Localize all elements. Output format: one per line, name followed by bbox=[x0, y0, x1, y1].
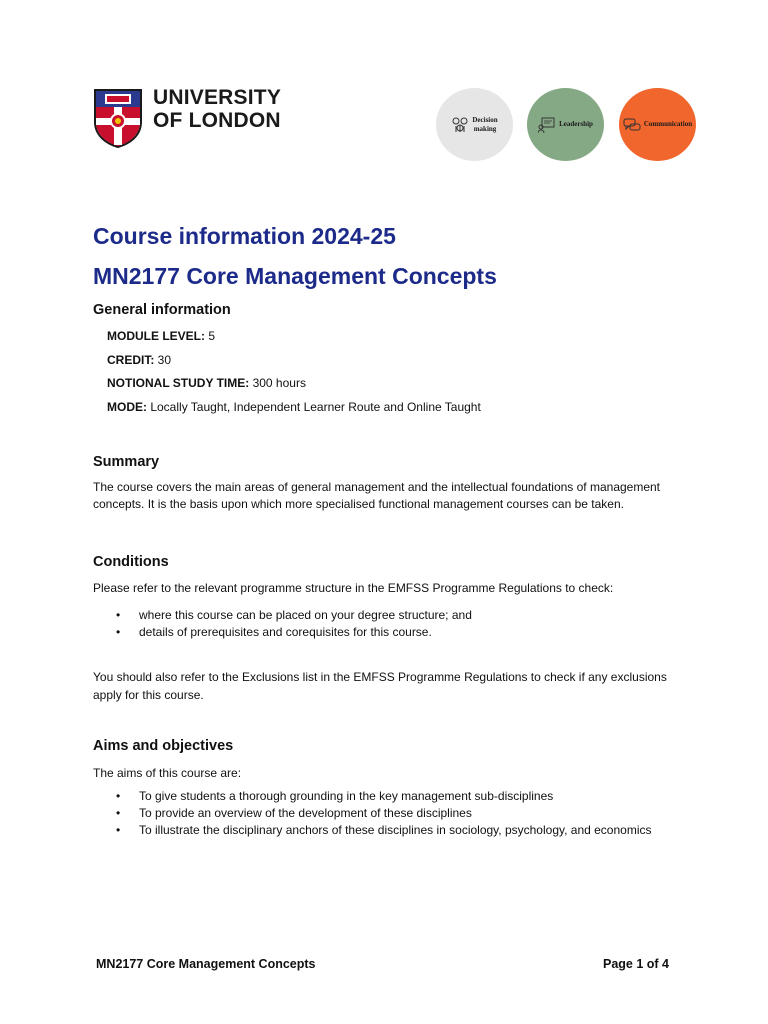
list-item bbox=[107, 624, 677, 641]
summary-heading: Summary bbox=[93, 454, 160, 470]
conditions-list bbox=[107, 607, 677, 641]
info-value: 5 bbox=[205, 329, 216, 343]
leadership-icon bbox=[538, 117, 556, 133]
list-item bbox=[107, 805, 677, 822]
badge-label-line-2: making bbox=[473, 124, 497, 133]
university-name bbox=[153, 86, 281, 132]
logo-line-1: UNIVERSITY bbox=[153, 86, 282, 109]
module-level-line bbox=[107, 329, 215, 343]
summary-text: The course covers the main areas of general management and the intellectual foundations of management concepts. It is the basis upon which more specialised functional management courses can be taken. bbox=[93, 480, 661, 511]
communication-icon bbox=[623, 117, 641, 133]
info-value: 30 bbox=[154, 353, 172, 367]
info-label: NOTIONAL STUDY TIME: bbox=[107, 376, 250, 390]
list-item-text: To provide an overview of the development of these disciplines bbox=[139, 805, 472, 820]
info-value: 300 hours bbox=[249, 376, 306, 390]
bullet-icon: • bbox=[116, 822, 121, 837]
list-item-text: To give students a thorough grounding in the key management sub-disciplines bbox=[139, 789, 554, 803]
aims-list bbox=[107, 788, 677, 838]
conditions-heading: Conditions bbox=[93, 554, 169, 570]
decision-icon bbox=[451, 117, 469, 133]
bullet-icon: • bbox=[116, 608, 121, 622]
bullet-icon: • bbox=[116, 805, 121, 820]
badge-label: Leadership bbox=[559, 120, 593, 128]
university-logo bbox=[93, 86, 288, 150]
notional-study-time-line bbox=[107, 376, 306, 390]
document-title: Course information 2024-25 bbox=[93, 223, 396, 249]
conditions-intro: Please refer to the relevant programme structure in the EMFSS Programme Regulations to check: bbox=[93, 581, 614, 595]
aims-intro: The aims of this course are: bbox=[93, 766, 242, 780]
aims-heading: Aims and objectives bbox=[93, 738, 234, 754]
conditions-outro: You should also refer to the Exclusions list in the EMFSS Programme Regulations to check if any exclusions apply for this course. bbox=[93, 670, 667, 702]
footer-course-title: MN2177 Core Management Concepts bbox=[96, 957, 316, 971]
bullet-icon: • bbox=[116, 624, 121, 639]
university-shield-icon bbox=[93, 88, 143, 148]
info-label: CREDIT: bbox=[107, 353, 155, 367]
page-number: Page 1 of 4 bbox=[603, 957, 669, 971]
badge-label-line-1: Decision bbox=[472, 115, 498, 124]
mode-line bbox=[107, 400, 481, 414]
list-item bbox=[107, 788, 677, 805]
bullet-icon: • bbox=[116, 789, 121, 803]
logo-line-2: OF LONDON bbox=[153, 109, 281, 132]
badge-label: Communication bbox=[643, 120, 693, 128]
list-item bbox=[107, 607, 677, 624]
leadership-badge bbox=[527, 88, 604, 161]
list-item-text: To illustrate the disciplinary anchors of these disciplines in sociology, psychology, and economics bbox=[139, 822, 652, 837]
decision-making-badge bbox=[436, 88, 513, 161]
list-item-text: details of prerequisites and corequisites for this course. bbox=[139, 624, 432, 639]
course-title: MN2177 Core Management Concepts bbox=[93, 263, 497, 289]
communication-badge bbox=[619, 88, 696, 161]
list-item-text: where this course can be placed on your degree structure; and bbox=[139, 608, 472, 622]
list-item bbox=[107, 822, 677, 839]
general-information-heading: General information bbox=[93, 302, 231, 318]
credit-line bbox=[107, 353, 171, 367]
info-label: MODULE LEVEL: bbox=[107, 329, 205, 343]
info-label: MODE: bbox=[107, 400, 147, 414]
info-value: Locally Taught, Independent Learner Route and Online Taught bbox=[147, 400, 481, 414]
